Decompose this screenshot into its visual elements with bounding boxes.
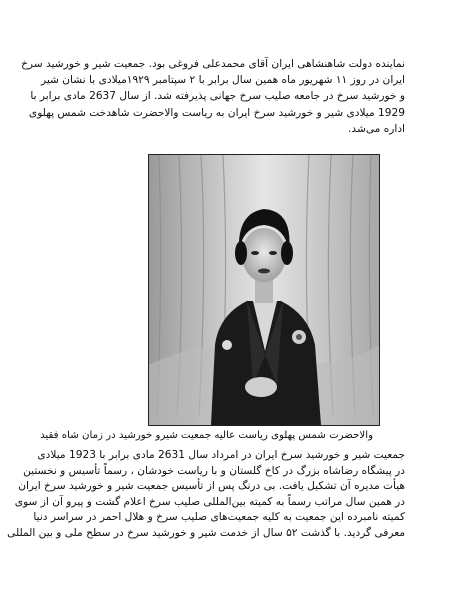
- paragraph-line: در همین سال مراتب رسماً به کمیته بین‌المللی صلیب سرخ اعلام گشت و پیرو آن از سوی: [14, 495, 405, 508]
- portrait-photo-illustration: [149, 155, 379, 425]
- paragraph-line: ایران در روز ۱۱ شهریور ماه همین سال برابر با ۲ سپتامبر ۱۹۲۹میلادی با نشان شیر: [40, 74, 405, 87]
- paragraph-line: معرفی گردید. با گذشت ۵۲ سال از خدمت شیر و خورشید سرخ در سطح ملی و بین المللی: [7, 526, 405, 539]
- paragraph-line: جمعیت شیر و خورشید سرخ ایران در امرداد سال 2631 مادی برابر با 1923 میلادی: [37, 449, 405, 461]
- paragraph-top: [21, 56, 405, 137]
- paragraph-line: هیأت مدیره آن تشکیل یافت. بی درنگ پس از تأسیس جمعیت شیر و خورشید سرخ ایران: [18, 480, 405, 493]
- paragraph-line: کمیته نامبرده این جمعیت به کلیه جمعیت‌های صلیب سرخ و هلال احمر در سراسر دنیا: [33, 511, 405, 524]
- paragraph-line: نماینده دولت شاهنشاهی ایران آقای محمدعلی فروغی بود. جمعیت شیر و خورشید سرخ: [21, 58, 405, 70]
- portrait-photo: [148, 154, 380, 426]
- paragraph-line: در پیشگاه رضاشاه بزرگ در کاخ گلستان و با ریاست خودشان ، رسماً تأسیس و نخستین: [23, 464, 405, 477]
- photo-caption: والاحضرت شمس پهلوی ریاست عالیه جمعیت شیرو خورشید در زمان شاه فقید: [40, 430, 373, 441]
- paragraph-line: اداره می‌شد.: [348, 122, 405, 135]
- paragraph-line: و خورشید سرخ در جامعه صلیب سرخ جهانی پذیرفته شد. از سال 2637 مادی برابر با: [30, 90, 405, 103]
- paragraph-line: 1929 میلادی شیر و خورشید سرخ ایران به ریاست والاحضرت شاهدخت شمس پهلوی: [28, 106, 405, 119]
- paragraph-bottom: [7, 448, 405, 542]
